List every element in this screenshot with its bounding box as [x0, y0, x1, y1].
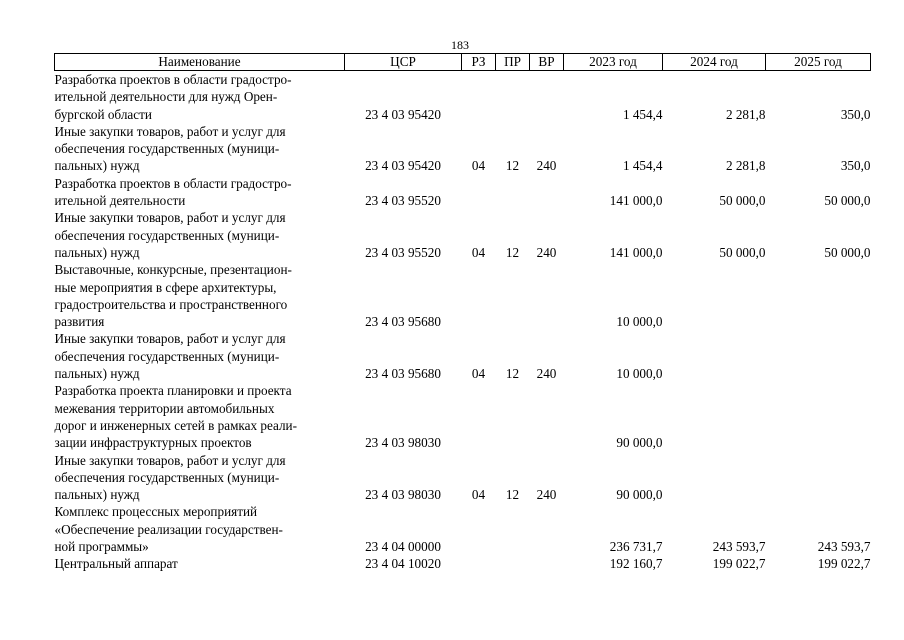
budget-table — [54, 53, 871, 573]
table-header — [55, 54, 871, 71]
table-row — [55, 555, 871, 572]
header-2023: 2023 год — [564, 54, 663, 71]
row-name-line: Разработка проектов в области градостро- — [54, 72, 292, 87]
row-name — [55, 71, 345, 123]
row-rz: 04 — [471, 244, 486, 260]
row-name-line: развития — [54, 314, 105, 330]
row-csr: 23 4 03 98030 — [365, 435, 441, 451]
table-row — [55, 330, 871, 382]
header-2025: 2025 год — [766, 54, 871, 71]
header-vr: ВР — [530, 54, 564, 71]
row-rz: 04 — [471, 158, 486, 174]
row-name-line: Иные закупки товаров, работ и услуг для — [54, 331, 286, 347]
row-rz: 04 — [471, 487, 486, 503]
row-name — [55, 330, 345, 382]
row-rz — [462, 503, 496, 555]
row-2023: 236 731,7 — [609, 539, 663, 555]
row-name-line: пальных) нужд — [54, 366, 140, 382]
row-2025 — [766, 261, 871, 330]
row-name — [55, 175, 345, 210]
row-vr — [530, 382, 564, 451]
row-2024: 2 281,8 — [725, 158, 766, 174]
row-vr: 240 — [536, 158, 557, 174]
row-name-line: Разработка проектов в области градостро- — [54, 175, 292, 191]
row-name-line: Комплекс процессных мероприятий — [54, 504, 258, 520]
row-name — [55, 555, 345, 572]
row-name-line: ные мероприятия в сфере архитектуры, — [54, 279, 277, 295]
row-rz — [462, 555, 496, 572]
row-vr: 240 — [536, 244, 557, 260]
header-csr: ЦСР — [345, 54, 462, 71]
row-csr: 23 4 03 95520 — [365, 193, 441, 209]
row-2023: 10 000,0 — [616, 366, 663, 382]
row-name-line: зации инфраструктурных проектов — [54, 435, 252, 451]
row-2025: 50 000,0 — [824, 193, 871, 209]
row-name-line: обеспечения государственных (муници- — [54, 469, 280, 485]
header-2024: 2024 год — [663, 54, 766, 71]
row-rz: 04 — [471, 366, 486, 382]
row-2024 — [663, 452, 766, 504]
row-name — [55, 382, 345, 451]
row-pr — [496, 261, 530, 330]
row-2024 — [663, 382, 766, 451]
row-2025 — [766, 382, 871, 451]
table-body — [55, 71, 871, 573]
row-2024 — [663, 330, 766, 382]
row-name-line: дорог и инженерных сетей в рамках реали- — [54, 417, 297, 433]
row-name-line: Иные закупки товаров, работ и услуг для — [54, 452, 286, 468]
row-pr: 12 — [505, 487, 520, 503]
row-name-line: пальных) нужд — [54, 158, 140, 174]
row-rz — [462, 175, 496, 210]
row-csr: 23 4 03 95680 — [365, 314, 441, 330]
header-name: Наименование — [55, 54, 345, 71]
table-row — [55, 382, 871, 451]
row-vr: 240 — [536, 487, 557, 503]
row-name-line: обеспечения государственных (муници- — [54, 141, 280, 157]
row-csr: 23 4 03 95680 — [365, 366, 441, 382]
row-2025 — [766, 330, 871, 382]
table-row — [55, 452, 871, 504]
row-2024: 199 022,7 — [712, 556, 766, 572]
row-vr: 240 — [536, 366, 557, 382]
row-name-line: бургской области — [54, 106, 152, 122]
row-2025: 50 000,0 — [824, 244, 871, 260]
row-2023: 141 000,0 — [609, 193, 663, 209]
row-name-line: обеспечения государственных (муници- — [54, 348, 280, 364]
row-pr — [496, 382, 530, 451]
row-2023: 141 000,0 — [609, 244, 663, 260]
row-name-line: ительной деятельности — [54, 193, 186, 209]
table-row — [55, 175, 871, 210]
header-rz: РЗ — [462, 54, 496, 71]
row-vr — [530, 175, 564, 210]
page-number: 183 — [451, 38, 469, 52]
row-2025: 243 593,7 — [817, 539, 871, 555]
row-name-line: Иные закупки товаров, работ и услуг для — [54, 123, 286, 139]
row-2023: 1 454,4 — [622, 158, 663, 174]
row-vr — [530, 503, 564, 555]
row-pr — [496, 175, 530, 210]
row-pr: 12 — [505, 366, 520, 382]
row-csr: 23 4 03 95520 — [365, 244, 441, 260]
row-vr — [530, 71, 564, 123]
row-csr: 23 4 03 95420 — [365, 106, 441, 122]
table-row — [55, 123, 871, 175]
row-name-line: Иные закупки товаров, работ и услуг для — [54, 210, 286, 226]
row-2023: 192 160,7 — [609, 556, 663, 572]
row-pr — [496, 503, 530, 555]
row-name-line: обеспечения государственных (муници- — [54, 227, 280, 243]
row-2023: 10 000,0 — [616, 314, 663, 330]
row-2024: 2 281,8 — [725, 106, 766, 122]
row-2024 — [663, 261, 766, 330]
row-name — [55, 503, 345, 555]
row-2024: 243 593,7 — [712, 539, 766, 555]
row-csr: 23 4 03 98030 — [365, 487, 441, 503]
row-name-line: ной программы» — [54, 539, 149, 555]
row-name-line: пальных) нужд — [54, 487, 140, 503]
table-row — [55, 503, 871, 555]
header-pr: ПР — [496, 54, 530, 71]
row-csr: 23 4 04 10020 — [365, 556, 441, 572]
row-pr — [496, 555, 530, 572]
row-name-line: «Обеспечение реализации государствен- — [54, 521, 283, 537]
row-name — [55, 452, 345, 504]
row-2025: 199 022,7 — [817, 556, 871, 572]
row-name — [55, 209, 345, 261]
row-vr — [530, 261, 564, 330]
row-pr: 12 — [505, 244, 520, 260]
row-2025 — [766, 452, 871, 504]
table-row — [55, 71, 871, 123]
row-rz — [462, 71, 496, 123]
header-row — [55, 54, 871, 71]
row-csr: 23 4 04 00000 — [365, 539, 441, 555]
row-name — [55, 123, 345, 175]
row-csr: 23 4 03 95420 — [365, 158, 441, 174]
row-2023: 90 000,0 — [616, 435, 663, 451]
table-row — [55, 209, 871, 261]
table-row — [55, 261, 871, 330]
row-name-line: ительной деятельности для нужд Орен- — [54, 89, 278, 105]
row-pr: 12 — [505, 158, 520, 174]
row-name-line: межевания территории автомобильных — [54, 400, 275, 416]
row-rz — [462, 382, 496, 451]
row-name-line: пальных) нужд — [54, 244, 140, 260]
row-name-line: градостроительства и пространственного — [54, 296, 288, 312]
row-name-line: Разработка проекта планировки и проекта — [54, 383, 292, 399]
row-2024: 50 000,0 — [719, 244, 766, 260]
row-name-line: Выставочные, конкурсные, презентацион- — [54, 262, 292, 278]
row-pr — [496, 71, 530, 123]
row-rz — [462, 261, 496, 330]
row-2024: 50 000,0 — [719, 193, 766, 209]
row-name — [55, 261, 345, 330]
row-2023: 1 454,4 — [622, 106, 663, 122]
row-vr — [530, 555, 564, 572]
row-2023: 90 000,0 — [616, 487, 663, 503]
row-name-line: Центральный аппарат — [54, 556, 178, 572]
row-2025: 350,0 — [840, 106, 871, 122]
row-2025: 350,0 — [840, 158, 871, 174]
